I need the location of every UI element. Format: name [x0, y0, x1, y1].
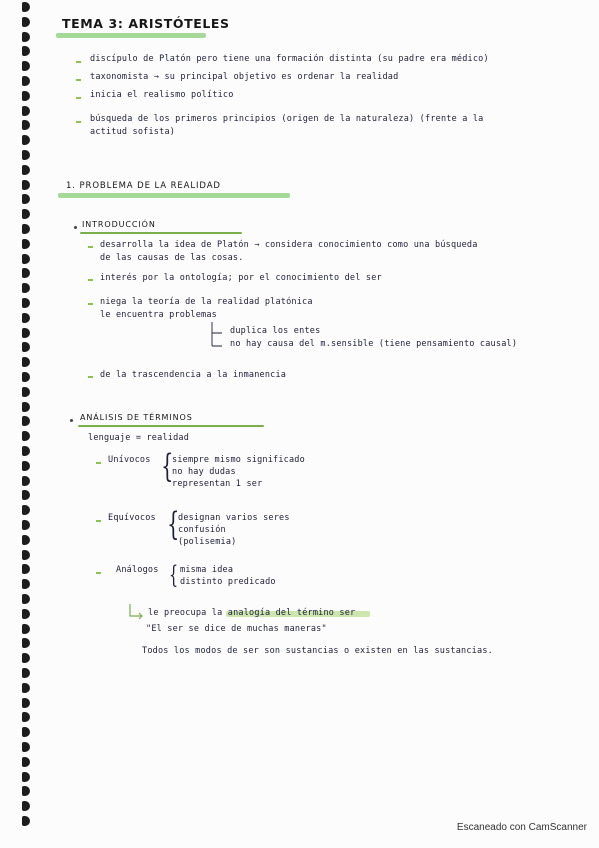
terms-lead: lenguaje = realidad	[88, 433, 190, 443]
intro-heading: INTRODUCCIÓN	[82, 220, 156, 229]
subsection-bullet	[70, 419, 73, 422]
univocos-item-1: siempre mismo significado	[172, 455, 305, 465]
univocos-label: Unívocos	[108, 455, 151, 465]
bullet-dash	[96, 462, 101, 464]
analogos-item-2: distinto predicado	[180, 577, 276, 587]
bullet-dash	[96, 520, 101, 522]
equivocos-item-2: confusión	[178, 525, 226, 535]
bullet-dash	[96, 572, 101, 574]
section1-heading: 1. PROBLEMA DE LA REALIDAD	[66, 181, 221, 191]
concern-line: le preocupa la analogía del término ser	[148, 608, 356, 618]
equivocos-item-1: designan varios seres	[178, 513, 290, 523]
page-title: TEMA 3: ARISTÓTELES	[62, 16, 230, 31]
terms-underline	[78, 425, 264, 427]
intro-item-1b: de las causas de las cosas.	[100, 253, 244, 263]
problem-2: no hay causa del m.sensible (tiene pensamiento causal)	[230, 339, 518, 349]
transition-line: de la trascendencia a la inmanencia	[100, 370, 287, 380]
scanner-watermark: Escaneado con CamScanner	[456, 822, 587, 833]
intro-line-2: taxonomista → su principal objetivo es ordenar la realidad	[90, 72, 399, 82]
equivocos-label: Equívocos	[108, 513, 156, 523]
conclusion-line: Todos los modos de ser son sustancias o existen en las sustancias.	[142, 646, 493, 656]
intro-item-1: desarrolla la idea de Platón → considera conocimiento como una búsqueda	[100, 240, 478, 250]
problem-1: duplica los entes	[230, 326, 321, 336]
univocos-item-2: no hay dudas	[172, 467, 236, 477]
terms-heading: ANÁLISIS DE TÉRMINOS	[80, 413, 193, 422]
equivocos-brace: {	[167, 505, 180, 543]
analogos-label: Análogos	[116, 565, 159, 575]
intro-item-3b: le encuentra problemas	[100, 310, 217, 320]
equivocos-item-3: (polisemia)	[178, 537, 237, 547]
intro-line-4: búsqueda de los primeros principios (origen de la naturaleza) (frente a la	[90, 114, 484, 124]
analogos-brace: {	[169, 561, 179, 589]
quote-line: "El ser se dice de muchas maneras"	[146, 624, 327, 634]
bullet-dash	[88, 376, 93, 378]
analogos-item-1: misma idea	[180, 565, 234, 575]
intro-item-2: interés por la ontología; por el conocimiento del ser	[100, 273, 382, 283]
intro-item-3: niega la teoría de la realidad platónica	[100, 297, 313, 307]
univocos-item-3: representan 1 ser	[172, 479, 263, 489]
intro-line-5: actitud sofista)	[90, 127, 176, 137]
intro-line-3: inicia el realismo político	[90, 90, 234, 100]
univocos-brace: {	[161, 447, 174, 485]
intro-line-1: discípulo de Platón pero tiene una formación distinta (su padre era médico)	[90, 54, 489, 64]
